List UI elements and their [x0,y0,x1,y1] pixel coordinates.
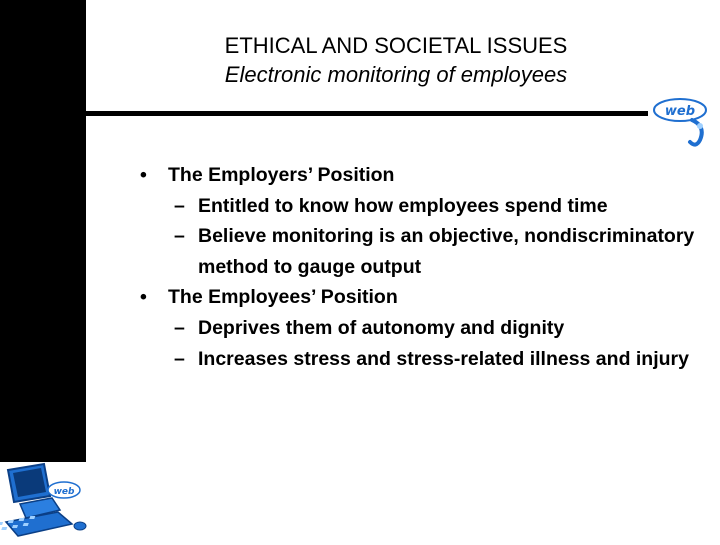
dash-icon: – [174,225,185,248]
left-decorative-bar [0,0,86,462]
bullet-employers-position [140,160,700,191]
sub-bullet [140,313,700,344]
dash-icon: – [174,194,185,217]
sub-bullet-text: Entitled to know how employees spend time [198,194,608,217]
sub-bullet-text: Increases stress and stress-related illness and injury [198,347,689,370]
sub-bullet [140,344,700,375]
computer-web-text: web [53,487,75,497]
slide-subtitle: Electronic monitoring of employees [224,62,568,87]
bullet-dot-icon: • [140,286,147,309]
bullet-employees-position [140,282,700,313]
bullet-dot-icon: • [140,164,147,186]
bullet-text: The Employers’ Position [168,164,395,186]
sub-bullet [140,221,700,282]
bullet-text: The Employees’ Position [168,286,398,309]
slide-content [140,160,700,374]
title-divider [86,111,648,116]
slide-title: ETHICAL AND SOCIETAL ISSUES [224,33,568,58]
sub-bullet-text: Believe monitoring is an objective, nondiscriminatory method to gauge output [198,225,695,278]
sub-bullet-text: Deprives them of autonomy and dignity [198,316,565,339]
dash-icon: – [174,316,185,339]
dash-icon: – [174,347,185,370]
computer-icon [0,462,90,540]
slide-title-block [96,32,696,90]
sub-bullet [140,191,700,222]
web-logo-icon [650,96,712,150]
web-logo-text: web [664,104,696,119]
